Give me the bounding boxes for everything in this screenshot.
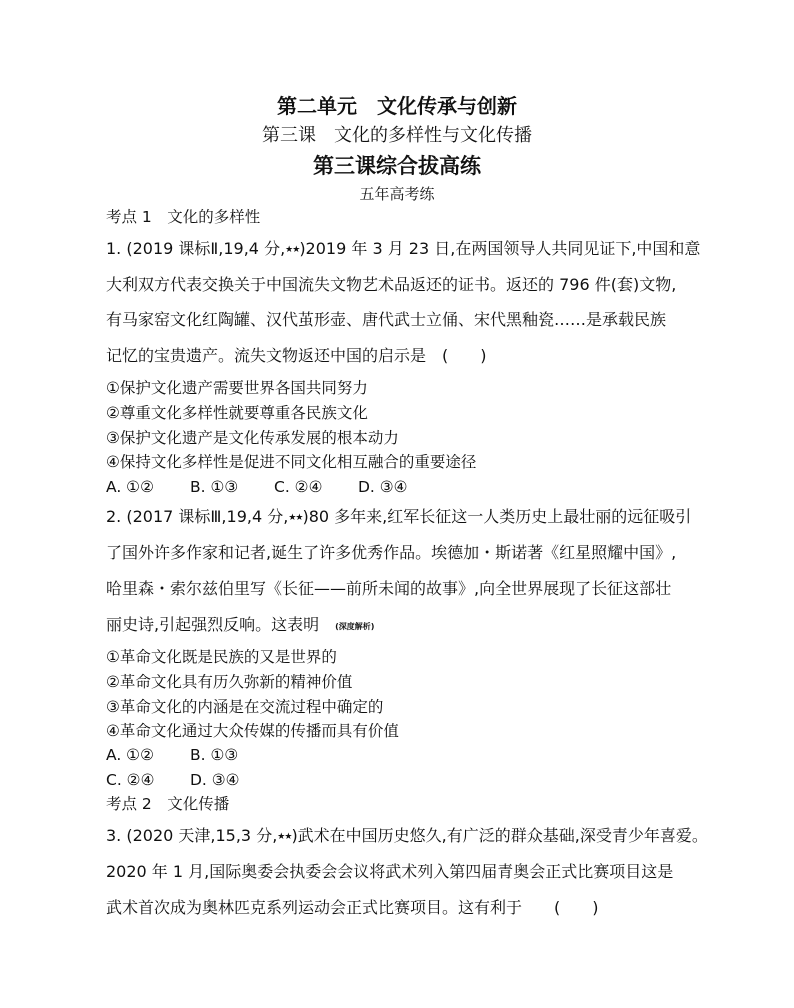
q2-line-2: 了国外许多作家和记者,诞生了许多优秀作品。埃德加・斯诺著《红星照耀中国》, (106, 543, 677, 562)
q1-item-4: ④保持文化多样性是促进不同文化相互融合的重要途径 (106, 453, 477, 471)
unit-title: 第二单元 文化传承与创新 (277, 94, 517, 118)
q2-item-3: ③革命文化的内涵是在交流过程中确定的 (106, 698, 384, 716)
q1-option-b[interactable]: B. ①③ (190, 478, 239, 496)
q2-stem-end: 丽史诗,引起强烈反响。这表明 (106, 615, 336, 634)
subsection-title: 五年高考练 (359, 185, 435, 203)
q2-option-a[interactable]: A. ①② (106, 746, 154, 764)
q1-line-2: 大利双方代表交换关于中国流失文物艺术品返还的证书。返还的 796 件(套)文物, (106, 275, 677, 294)
q2-source: 2. (2017 课标Ⅲ,19,4 分, (106, 507, 289, 526)
q1-item-3: ③保护文化遗产是文化传承发展的根本动力 (106, 429, 399, 447)
q1-line-4: 记忆的宝贵遗产。流失文物返还中国的启示是 ( ) (106, 346, 487, 365)
q2-line-3: 哈里森・索尔兹伯里写《长征——前所未闻的故事》,向全世界展现了长征这部壮 (106, 579, 672, 598)
topic-2-heading: 考点 2 文化传播 (106, 795, 230, 813)
q1-option-d[interactable]: D. ③④ (358, 478, 408, 496)
q2-line-4 (106, 615, 374, 637)
q2-option-c[interactable]: C. ②④ (106, 771, 155, 789)
q1-option-c[interactable]: C. ②④ (274, 478, 323, 496)
q3-source: 3. (2020 天津,15,3 分, (106, 826, 278, 845)
q2-line-1 (106, 507, 691, 528)
q3-stem-start: )武术在中国历史悠久,有广泛的群众基础,深受青少年喜爱。 (291, 826, 708, 845)
q2-item-4: ④革命文化通过大众传媒的传播而具有价值 (106, 722, 399, 740)
difficulty-stars-icon: ★★ (288, 513, 303, 523)
q1-stem-start: )2019 年 3 月 23 日,在两国领导人共同见证下,中国和意 (299, 239, 701, 258)
q1-item-1: ①保护文化遗产需要世界各国共同努力 (106, 379, 368, 397)
q2-item-1: ①革命文化既是民族的又是世界的 (106, 648, 337, 666)
q1-line-1 (106, 239, 700, 260)
q3-line-2: 2020 年 1 月,国际奥委会执委会会议将武术列入第四届青奥会正式比赛项目这是 (106, 862, 674, 881)
q2-item-2: ②革命文化具有历久弥新的精神价值 (106, 673, 353, 691)
q1-item-2: ②尊重文化多样性就要尊重各民族文化 (106, 404, 368, 422)
difficulty-stars-icon: ★★ (277, 832, 292, 842)
q1-source: 1. (2019 课标Ⅱ,19,4 分, (106, 239, 286, 258)
difficulty-stars-icon: ★★ (285, 245, 300, 255)
q2-option-b[interactable]: B. ①③ (190, 746, 239, 764)
q2-stem-start: )80 多年来,红军长征这一人类历史上最壮丽的远征吸引 (302, 507, 692, 526)
q3-line-3: 武术首次成为奥林匹克系列运动会正式比赛项目。这有利于 ( ) (106, 898, 599, 917)
q2-option-d[interactable]: D. ③④ (190, 771, 240, 789)
topic-1-heading: 考点 1 文化的多样性 (106, 208, 261, 226)
q1-options (106, 477, 408, 497)
q2-options-row-1 (106, 745, 238, 765)
q1-line-3: 有马家窑文化红陶罐、汉代茧形壶、唐代武士立俑、宋代黑釉瓷……是承载民族 (106, 310, 667, 329)
analysis-note-badge[interactable]: (深度解析) (335, 622, 375, 631)
section-title: 第三课综合拔高练 (313, 154, 481, 178)
q1-option-a[interactable]: A. ①② (106, 478, 154, 496)
lesson-title: 第三课 文化的多样性与文化传播 (262, 125, 532, 146)
q3-line-1 (106, 826, 708, 847)
q2-options-row-2 (106, 770, 240, 790)
